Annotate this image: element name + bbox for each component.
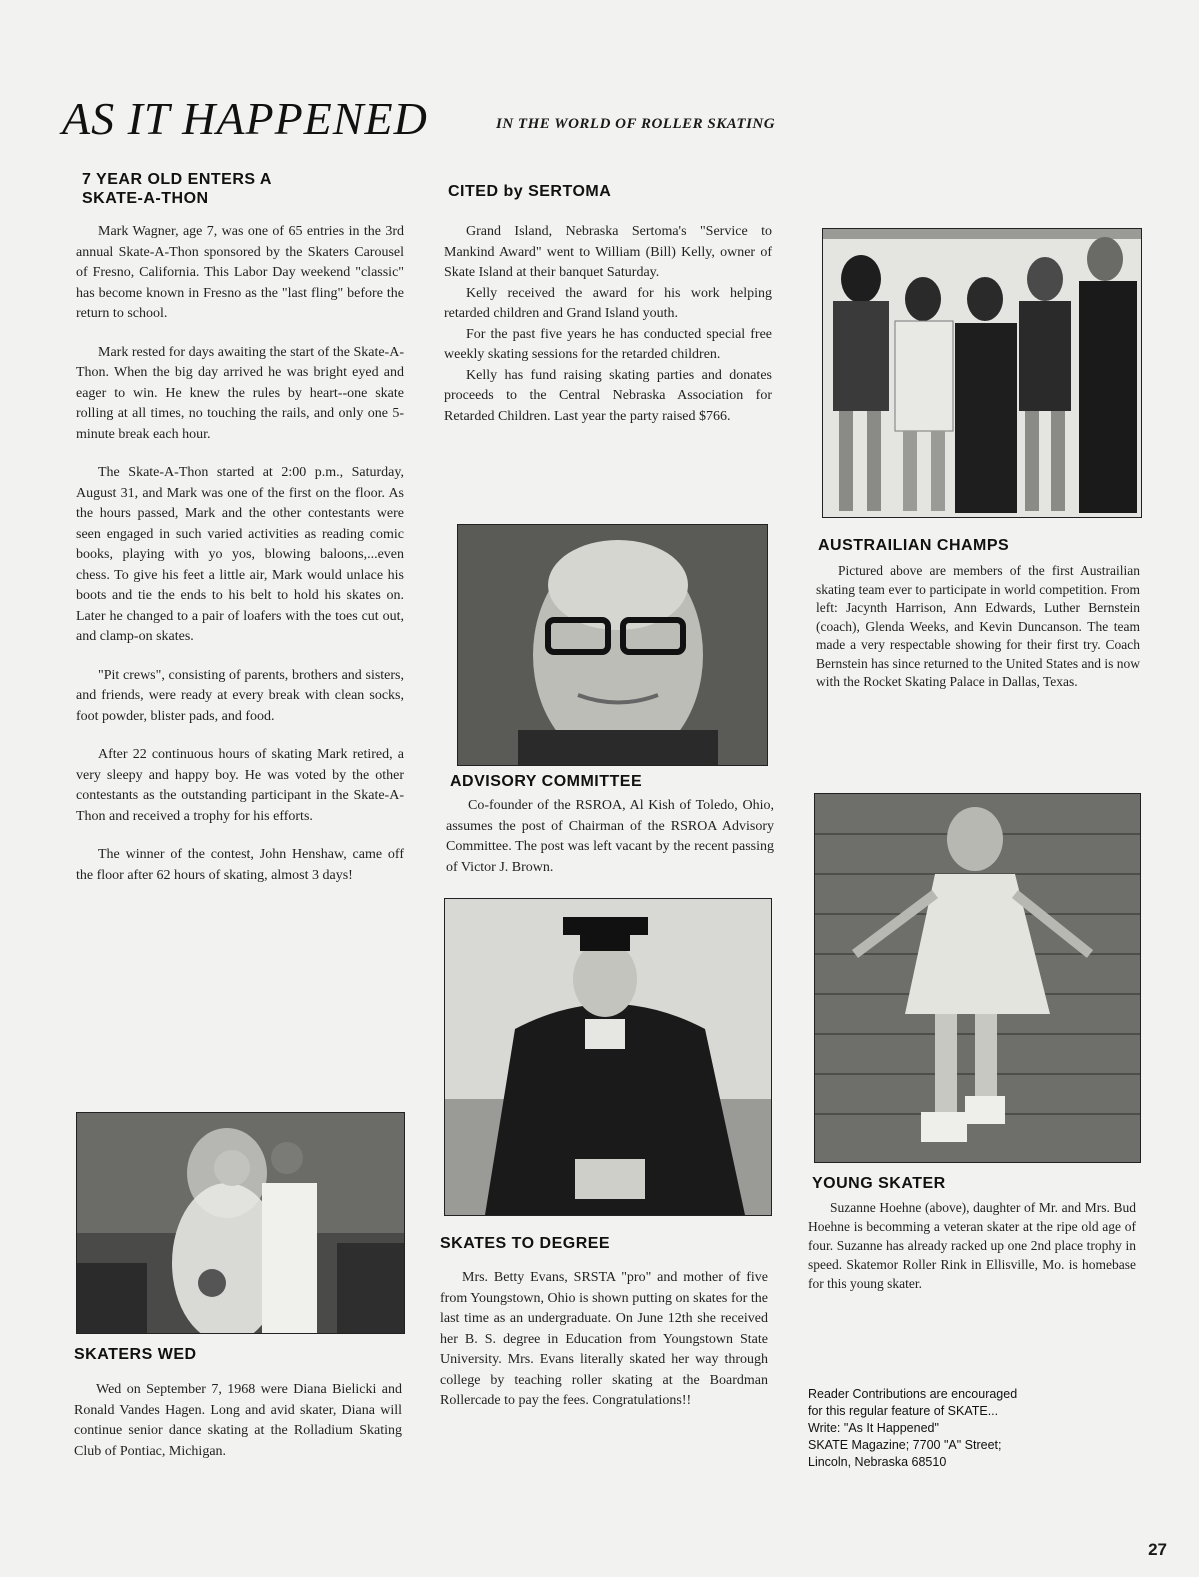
reader-note-line: Lincoln, Nebraska 68510: [808, 1455, 947, 1469]
wedding-photo: [76, 1112, 405, 1334]
al-kish-portrait: [457, 524, 768, 766]
skate-a-thon-article: [76, 222, 404, 886]
page-title: AS IT HAPPENED: [62, 93, 428, 144]
degree-article: [440, 1268, 768, 1412]
champs-article: [816, 562, 1140, 692]
article-paragraph: The Skate-A-Thon started at 2:00 p.m., Saturday, August 31, and Mark was one of the first on the floor. As the hours passed, Mark and the other contestants were seen engaged in such varied activities as reading comic books, playing with yo yos, blowing baloons,...even chess. To give his feet a little air, Mark would unlace his boots and tie the ends to his belt to hold his skates on. Later he changed to a pair of loafers with the toes cut out, and clamp-on skates.: [76, 465, 404, 644]
article-paragraph: Kelly has fund raising skating parties and donates proceeds to the Central Nebraska Association for Retarded Children. Last year the party raised $766.: [444, 367, 772, 424]
graduate-photo: [444, 898, 772, 1216]
skaters-wed-article: [74, 1380, 402, 1462]
article-paragraph: Pictured above are members of the first Austrailian skating team ever to participate in world competition. From left: Jacynth Harrison, Ann Edwards, Luther Bernstein (coach), Glenda Weeks, and Kevin Duncanson. The team made a very respectable showing for their first try. Coach Bernstein has since returned to the United States and is now with the Rocket Skating Palace in Dallas, Texas.: [816, 563, 1140, 689]
reader-note-line: for this regular feature of SKATE...: [808, 1404, 999, 1418]
article-paragraph: The winner of the contest, John Henshaw, came off the floor after 62 hours of skating, almost 3 days!: [76, 847, 404, 883]
article-paragraph: Mark rested for days awaiting the start of the Skate-A-Thon. When the big day arrived he was bright eyed and eager to win. He knew the rules by heart--one skate rolling at all times, no touching the rails, and only one 5-minute break each hour.: [76, 344, 404, 442]
degree-headline: SKATES TO DEGREE: [440, 1235, 611, 1252]
article-paragraph: Suzanne Hoehne (above), daughter of Mr. and Mrs. Bud Hoehne is becomming a veteran skater at the ripe old age of four. Suzanne has already racked up one 2nd place trophy in speed. Skatemor Roller Rink in Ellisville, Mo. is homebase for this young skater.: [808, 1200, 1136, 1291]
reader-note-line: Reader Contributions are encouraged: [808, 1387, 1018, 1401]
article-paragraph: Kelly received the award for his work helping retarded children and Grand Island youth.: [444, 285, 772, 321]
article-paragraph: Mrs. Betty Evans, SRSTA "pro" and mother of five from Youngstown, Ohio is shown putting on skates for the last time as an undergraduate. On June 12th she received her B. S. degree in Education from Youngstown State University. Mrs. Evans literally skated her way through college by teaching roller skating at the Boardman Rollercade to pay the fees. Congratulations!!: [440, 1270, 768, 1408]
page-subtitle: IN THE WORLD OF ROLLER SKATING: [496, 116, 776, 132]
article-paragraph: "Pit crews", consisting of parents, brothers and sisters, and friends, were ready at every break with clean socks, foot powder, blister pads, and food.: [76, 667, 404, 724]
advisory-article: [446, 796, 774, 878]
page-number: 27: [1148, 1540, 1167, 1559]
sertoma-headline: CITED by SERTOMA: [448, 183, 612, 200]
sertoma-article: [444, 222, 772, 427]
reader-contributions-note: [808, 1386, 1138, 1471]
reader-note-line: SKATE Magazine; 7700 "A" Street;: [808, 1438, 1002, 1452]
article-paragraph: Grand Island, Nebraska Sertoma's "Service to Mankind Award" went to William (Bill) Kelly, owner of Skate Island at their banquet Saturday.: [444, 224, 772, 280]
australian-team-photo: [822, 228, 1142, 518]
advisory-headline: ADVISORY COMMITTEE: [450, 773, 643, 790]
article-paragraph: Wed on September 7, 1968 were Diana Bielicki and Ronald Vandes Hagen. Long and avid skater, Diana will continue senior dance skating at the Rolladium Skating Club of Pontiac, Michigan.: [74, 1382, 402, 1459]
article-paragraph: For the past five years he has conducted special free weekly skating sessions for the retarded children.: [444, 326, 772, 362]
skaters-wed-headline: SKATERS WED: [74, 1346, 197, 1363]
article-paragraph: Mark Wagner, age 7, was one of 65 entries in the 3rd annual Skate-A-Thon sponsored by the Skaters Carousel of Fresno, California. This Labor Day weekend "classic" has become known in Fresno as the "last fling" before the return to school.: [76, 224, 404, 321]
article-paragraph: After 22 continuous hours of skating Mark retired, a very sleepy and happy boy. He was voted by the other contestants as the outstanding participant in the Skate-A-Thon and received a trophy for his efforts.: [76, 747, 404, 824]
article-paragraph: Co-founder of the RSROA, Al Kish of Toledo, Ohio, assumes the post of Chairman of the RSROA Advisory Committee. The post was left vacant by the recent passing of Victor J. Brown.: [446, 798, 774, 875]
young-skater-headline: YOUNG SKATER: [812, 1175, 946, 1192]
reader-note-line: Write: "As It Happened": [808, 1421, 939, 1435]
champs-headline: AUSTRAILIAN CHAMPS: [818, 537, 1010, 554]
skate-a-thon-headline: 7 YEAR OLD ENTERS A SKATE-A-THON: [82, 171, 272, 207]
young-skater-photo: [814, 793, 1141, 1163]
young-skater-article: [808, 1198, 1136, 1293]
